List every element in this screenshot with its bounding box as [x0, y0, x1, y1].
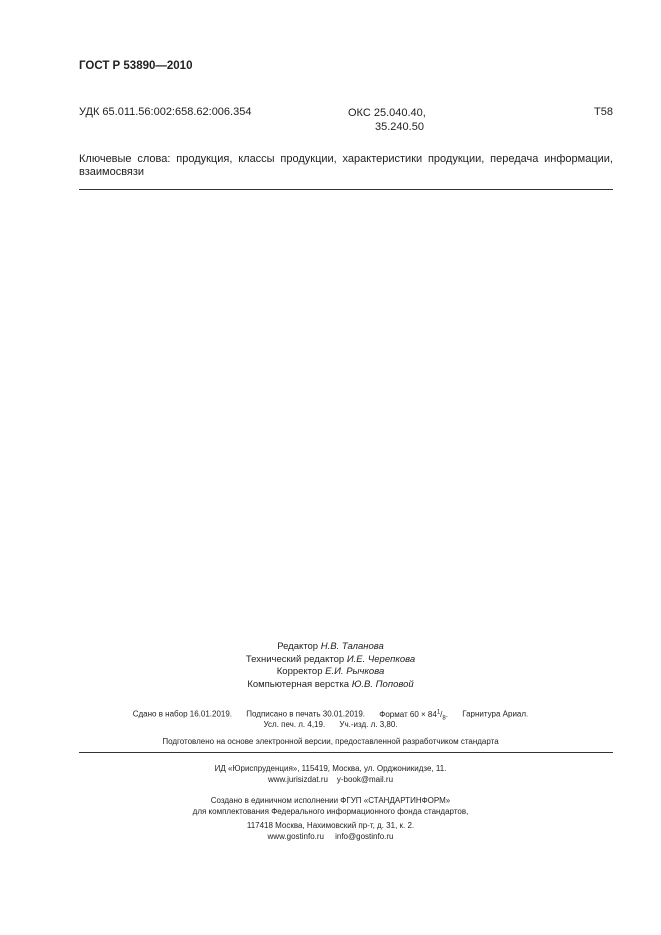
- credit-label: Технический редактор: [245, 653, 345, 665]
- standartinform-line-1: Создано в единичном исполнении ФГУП «СТАНДАРТИНФОРМ»: [210, 796, 451, 805]
- print-sheets: Усл. печ. л. 4,19.: [263, 720, 326, 729]
- publication-sheets: Уч.-изд. л. 3,80.: [339, 720, 398, 729]
- credits-block: [0, 641, 661, 691]
- credit-name: Н.В. Таланова: [320, 641, 384, 652]
- print-info-line-2: [0, 720, 661, 729]
- credit-proofreader: [0, 666, 661, 679]
- credit-tech-editor: [0, 654, 661, 667]
- standartinform-address: 117418 Москва, Нахимовский пр-т, д. 31, к. 2.: [246, 821, 415, 830]
- publisher-block: [0, 763, 661, 785]
- submitted-date: Сдано в набор 16.01.2019.: [132, 709, 233, 719]
- signed-date: Подписано в печать 30.01.2019.: [246, 709, 366, 719]
- oks-line-2: 35.240.50: [375, 121, 424, 133]
- paper-format: Формат $60 \times 84^1/_8$.: [379, 709, 448, 722]
- document-code: ГОСТ Р 53890—2010: [79, 60, 193, 72]
- credit-editor: [0, 641, 661, 654]
- divider-bottom: [79, 752, 613, 753]
- credit-name: Ю.В. Поповой: [351, 678, 414, 690]
- oks-line-1: ОКС 25.040.40,: [348, 107, 426, 119]
- credit-layout: [0, 679, 661, 692]
- udk-code: УДК 65.011.56:002:658.62:006.354: [79, 106, 252, 118]
- standartinform-block: [0, 795, 661, 817]
- divider-top: [79, 189, 613, 190]
- publisher-contacts: www.jurisizdat.ru y-book@mail.ru: [267, 775, 394, 784]
- classification-group-code: Т58: [594, 106, 613, 118]
- prepared-note: Подготовлено на основе электронной версии, предоставленной разработчиком стандарта: [162, 737, 499, 746]
- credit-name: И.Е. Черепкова: [346, 653, 416, 665]
- standartinform-line-2: для комплектования Федерального информационного фонда стандартов,: [192, 807, 469, 816]
- credit-label: Компьютерная верстка: [247, 678, 350, 690]
- standartinform-address-block: [0, 820, 661, 842]
- credit-name: Е.И. Рычкова: [325, 666, 385, 677]
- typeface: Гарнитура Ариал.: [462, 709, 529, 719]
- publisher-address: ИД «Юриспруденция», 115419, Москва, ул. Орджоникидзе, 11.: [214, 764, 447, 773]
- standartinform-contacts: www.gostinfo.ru info@gostinfo.ru: [267, 832, 394, 841]
- credit-label: Редактор: [277, 641, 319, 652]
- keywords: Ключевые слова: продукция, классы продукции, характеристики продукции, передача информации, взаимосвязи: [79, 153, 613, 178]
- credit-label: Корректор: [276, 666, 323, 677]
- oks-code: [348, 106, 426, 134]
